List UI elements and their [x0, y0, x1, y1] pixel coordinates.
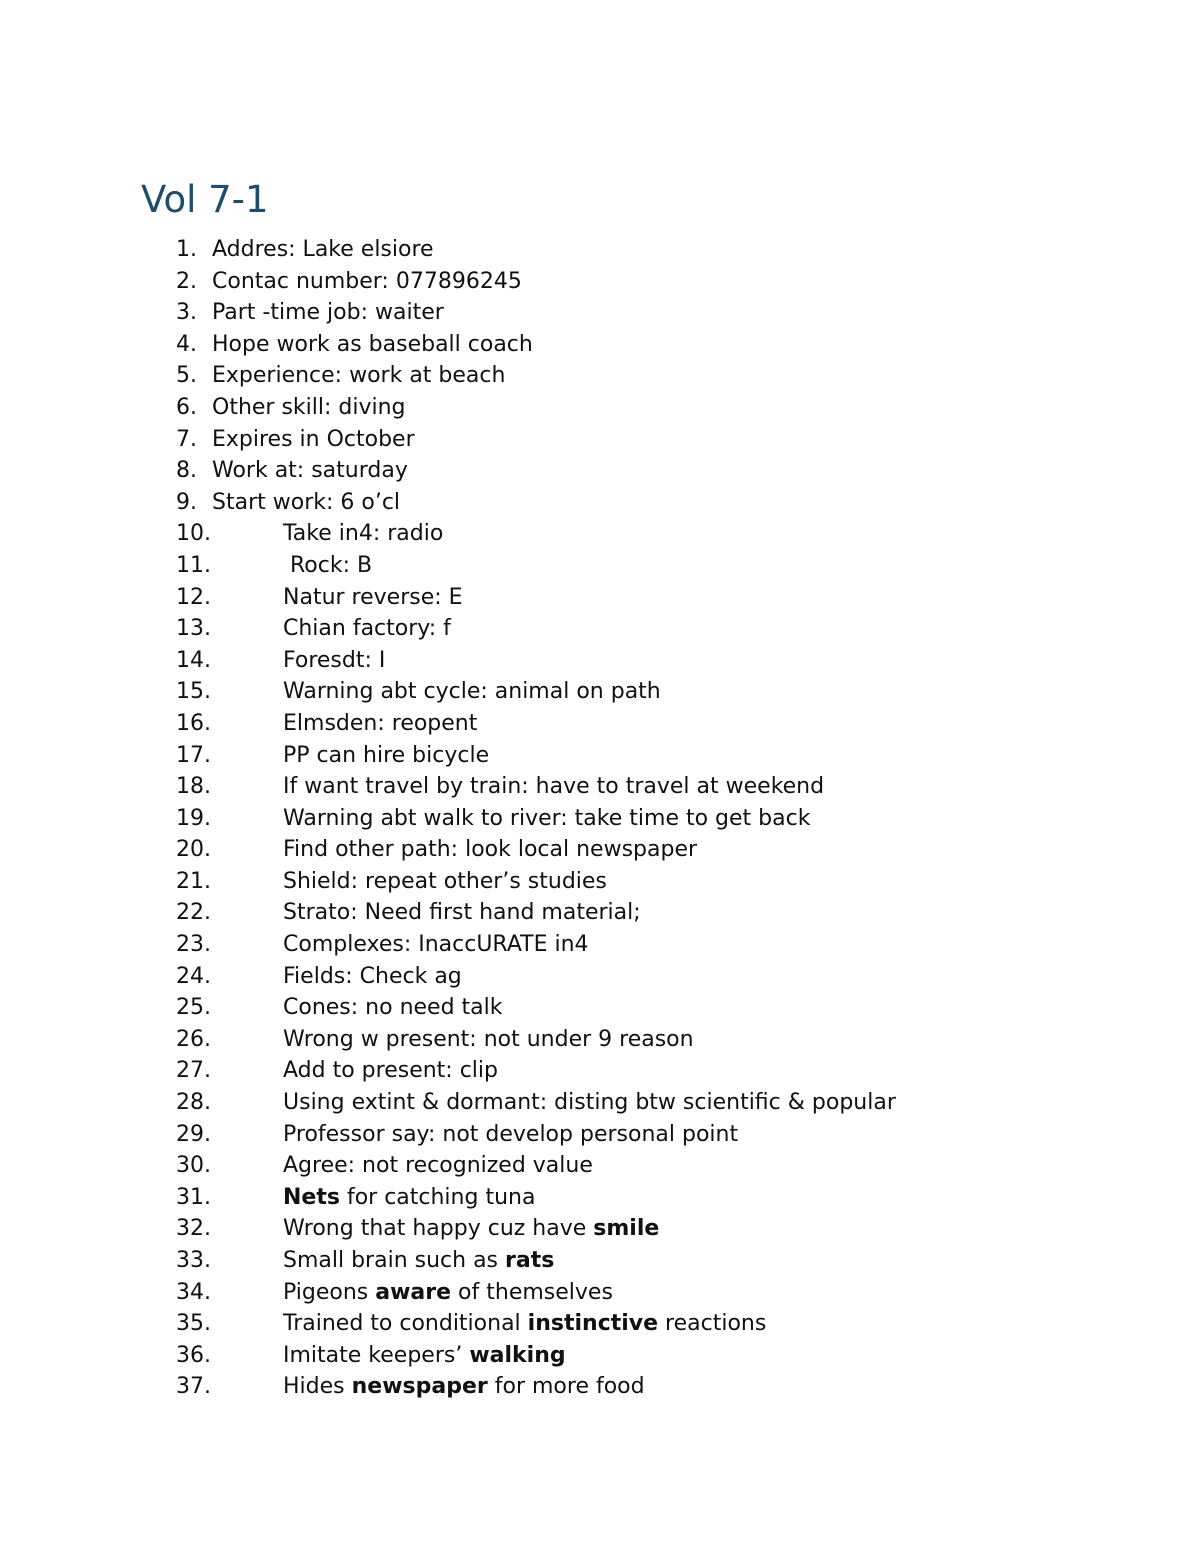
list-item-number: 15. [176, 679, 211, 705]
text-run: Part -time job: waiter [212, 300, 444, 326]
list-item-text [283, 645, 385, 677]
text-run: Pigeons [283, 1279, 376, 1305]
list-item-text [283, 613, 451, 645]
list-item-text [283, 1024, 694, 1056]
text-run: Small brain such as [283, 1248, 506, 1273]
document-title: Vol 7-1 [141, 178, 269, 221]
list-item-text [212, 455, 408, 487]
text-run: Rock: B [290, 552, 373, 578]
list-item-text [212, 392, 406, 424]
list-item-text [283, 1308, 766, 1340]
list-item-text [283, 1340, 566, 1372]
text-run: Imitate keepers’ [283, 1342, 470, 1368]
list-item-text [283, 1087, 896, 1119]
list-item-number: 24. [176, 963, 211, 989]
text-run: Strato: Need first hand material; [283, 900, 641, 926]
list-item-number: 33. [176, 1248, 211, 1273]
text-run: Warning abt walk to river: take time to get back [283, 805, 811, 831]
list-item-text [283, 866, 607, 898]
list-item-number: 25. [176, 995, 211, 1021]
text-run: Addres: Lake elsiore [212, 237, 434, 262]
list-item-text [283, 708, 477, 740]
list-item-number: 37. [176, 1374, 211, 1400]
list-item-number: 26. [176, 1026, 211, 1052]
list-item-number: 23. [176, 932, 211, 958]
list-item-number: 3. [176, 300, 197, 326]
text-run: Start work: 6 o’cl [212, 489, 401, 515]
text-run: Natur reverse: E [283, 584, 463, 610]
bold-keyword: instinctive [527, 1311, 659, 1337]
text-run: Contac number: 077896245 [212, 268, 522, 294]
text-run: Take in4: radio [283, 521, 444, 547]
text-run: for more food [487, 1374, 645, 1400]
list-item-number: 6. [176, 394, 197, 420]
list-item-number: 11. [176, 552, 211, 578]
text-run: Expires in October [212, 426, 415, 452]
list-item-number: 21. [176, 868, 211, 894]
text-run: Agree: not recognized value [283, 1153, 593, 1179]
list-item-number: 16. [176, 710, 211, 736]
list-item-number: 19. [176, 805, 211, 831]
list-item-number: 30. [176, 1153, 211, 1179]
list-item-text [283, 1371, 645, 1403]
list-item-number: 27. [176, 1058, 211, 1084]
list-item-text [290, 550, 372, 582]
list-item-text [283, 929, 589, 961]
list-item-text [283, 897, 641, 929]
list-item-text [283, 1119, 738, 1151]
list-item-number: 28. [176, 1090, 211, 1116]
list-item-number: 18. [176, 774, 211, 800]
list-item-text [283, 676, 661, 708]
list-item-text [212, 487, 400, 519]
text-run: Fields: Check ag [283, 963, 462, 989]
list-item-text [283, 1245, 554, 1277]
text-run: for catching tuna [339, 1184, 536, 1210]
list-item-number: 7. [176, 426, 197, 452]
list-item-number: 1. [176, 237, 197, 262]
list-item-number: 14. [176, 647, 211, 673]
text-run: Experience: work at beach [212, 363, 506, 389]
list-item-text [283, 1182, 535, 1214]
list-item-number: 32. [176, 1216, 211, 1242]
list-item-text [212, 266, 522, 298]
text-run: Complexes: InaccURATE in4 [283, 932, 589, 958]
text-run: Cones: no need talk [283, 995, 503, 1021]
list-item-text [283, 1213, 659, 1245]
list-item-text [283, 1055, 498, 1087]
list-item-text [212, 234, 434, 266]
text-run: Trained to conditional [283, 1311, 528, 1337]
list-item-text [283, 1150, 593, 1182]
list-item-text [212, 297, 444, 329]
list-item-text [283, 771, 824, 803]
text-run: Using extint & dormant: disting btw scientific & popular [283, 1090, 896, 1116]
text-run: reactions [658, 1311, 767, 1337]
text-run: Add to present: clip [283, 1058, 498, 1084]
list-item-text [283, 740, 489, 772]
text-run: Shield: repeat other’s studies [283, 868, 607, 894]
list-item-number: 31. [176, 1184, 211, 1210]
list-item-text [283, 992, 503, 1024]
list-item-number: 4. [176, 331, 197, 357]
text-run: of themselves [451, 1279, 613, 1305]
text-run: Professor say: not develop personal point [283, 1121, 739, 1147]
text-run: Hides [283, 1374, 352, 1400]
list-item-number: 5. [176, 363, 197, 389]
list-item-number: 20. [176, 837, 211, 863]
bold-keyword: rats [505, 1248, 555, 1273]
bold-keyword: newspaper [351, 1374, 488, 1400]
bold-keyword: walking [469, 1342, 566, 1368]
list-item-number: 13. [176, 616, 211, 642]
bold-keyword: aware [375, 1279, 452, 1305]
text-run: If want travel by train: have to travel at weekend [283, 774, 825, 800]
text-run: Hope work as baseball coach [212, 331, 533, 357]
text-run: Foresdt: I [283, 647, 386, 673]
list-item-text [283, 834, 697, 866]
list-item-text [283, 961, 462, 993]
text-run: Find other path: look local newspaper [283, 837, 698, 863]
list-item-number: 36. [176, 1342, 211, 1368]
list-item-number: 35. [176, 1311, 211, 1337]
text-run: Warning abt cycle: animal on path [283, 679, 661, 705]
list-item-number: 29. [176, 1121, 211, 1147]
list-item-text [212, 360, 505, 392]
list-item-text [283, 1277, 613, 1309]
bold-keyword: Nets [283, 1184, 340, 1210]
list-item-number: 8. [176, 458, 197, 484]
list-item-number: 12. [176, 584, 211, 610]
text-run: Wrong that happy cuz have [283, 1216, 594, 1242]
list-item-number: 22. [176, 900, 211, 926]
list-item-number: 10. [176, 521, 211, 547]
list-item-text [212, 329, 533, 361]
list-item-number: 9. [176, 489, 197, 515]
bold-keyword: smile [593, 1216, 660, 1242]
list-item-text [283, 803, 810, 835]
list-item-number: 34. [176, 1279, 211, 1305]
text-run: Work at: saturday [212, 458, 408, 484]
list-item-text [283, 518, 443, 550]
text-run: PP can hire bicycle [283, 742, 490, 768]
text-run: Chian factory: f [283, 616, 451, 642]
text-run: Wrong w present: not under 9 reason [283, 1026, 694, 1052]
text-run: Elmsden: reopent [283, 710, 478, 736]
text-run: Other skill: diving [212, 394, 406, 420]
list-item-number: 2. [176, 268, 197, 294]
list-item-number: 17. [176, 742, 211, 768]
list-item-text [283, 582, 463, 614]
list-item-text [212, 424, 415, 456]
